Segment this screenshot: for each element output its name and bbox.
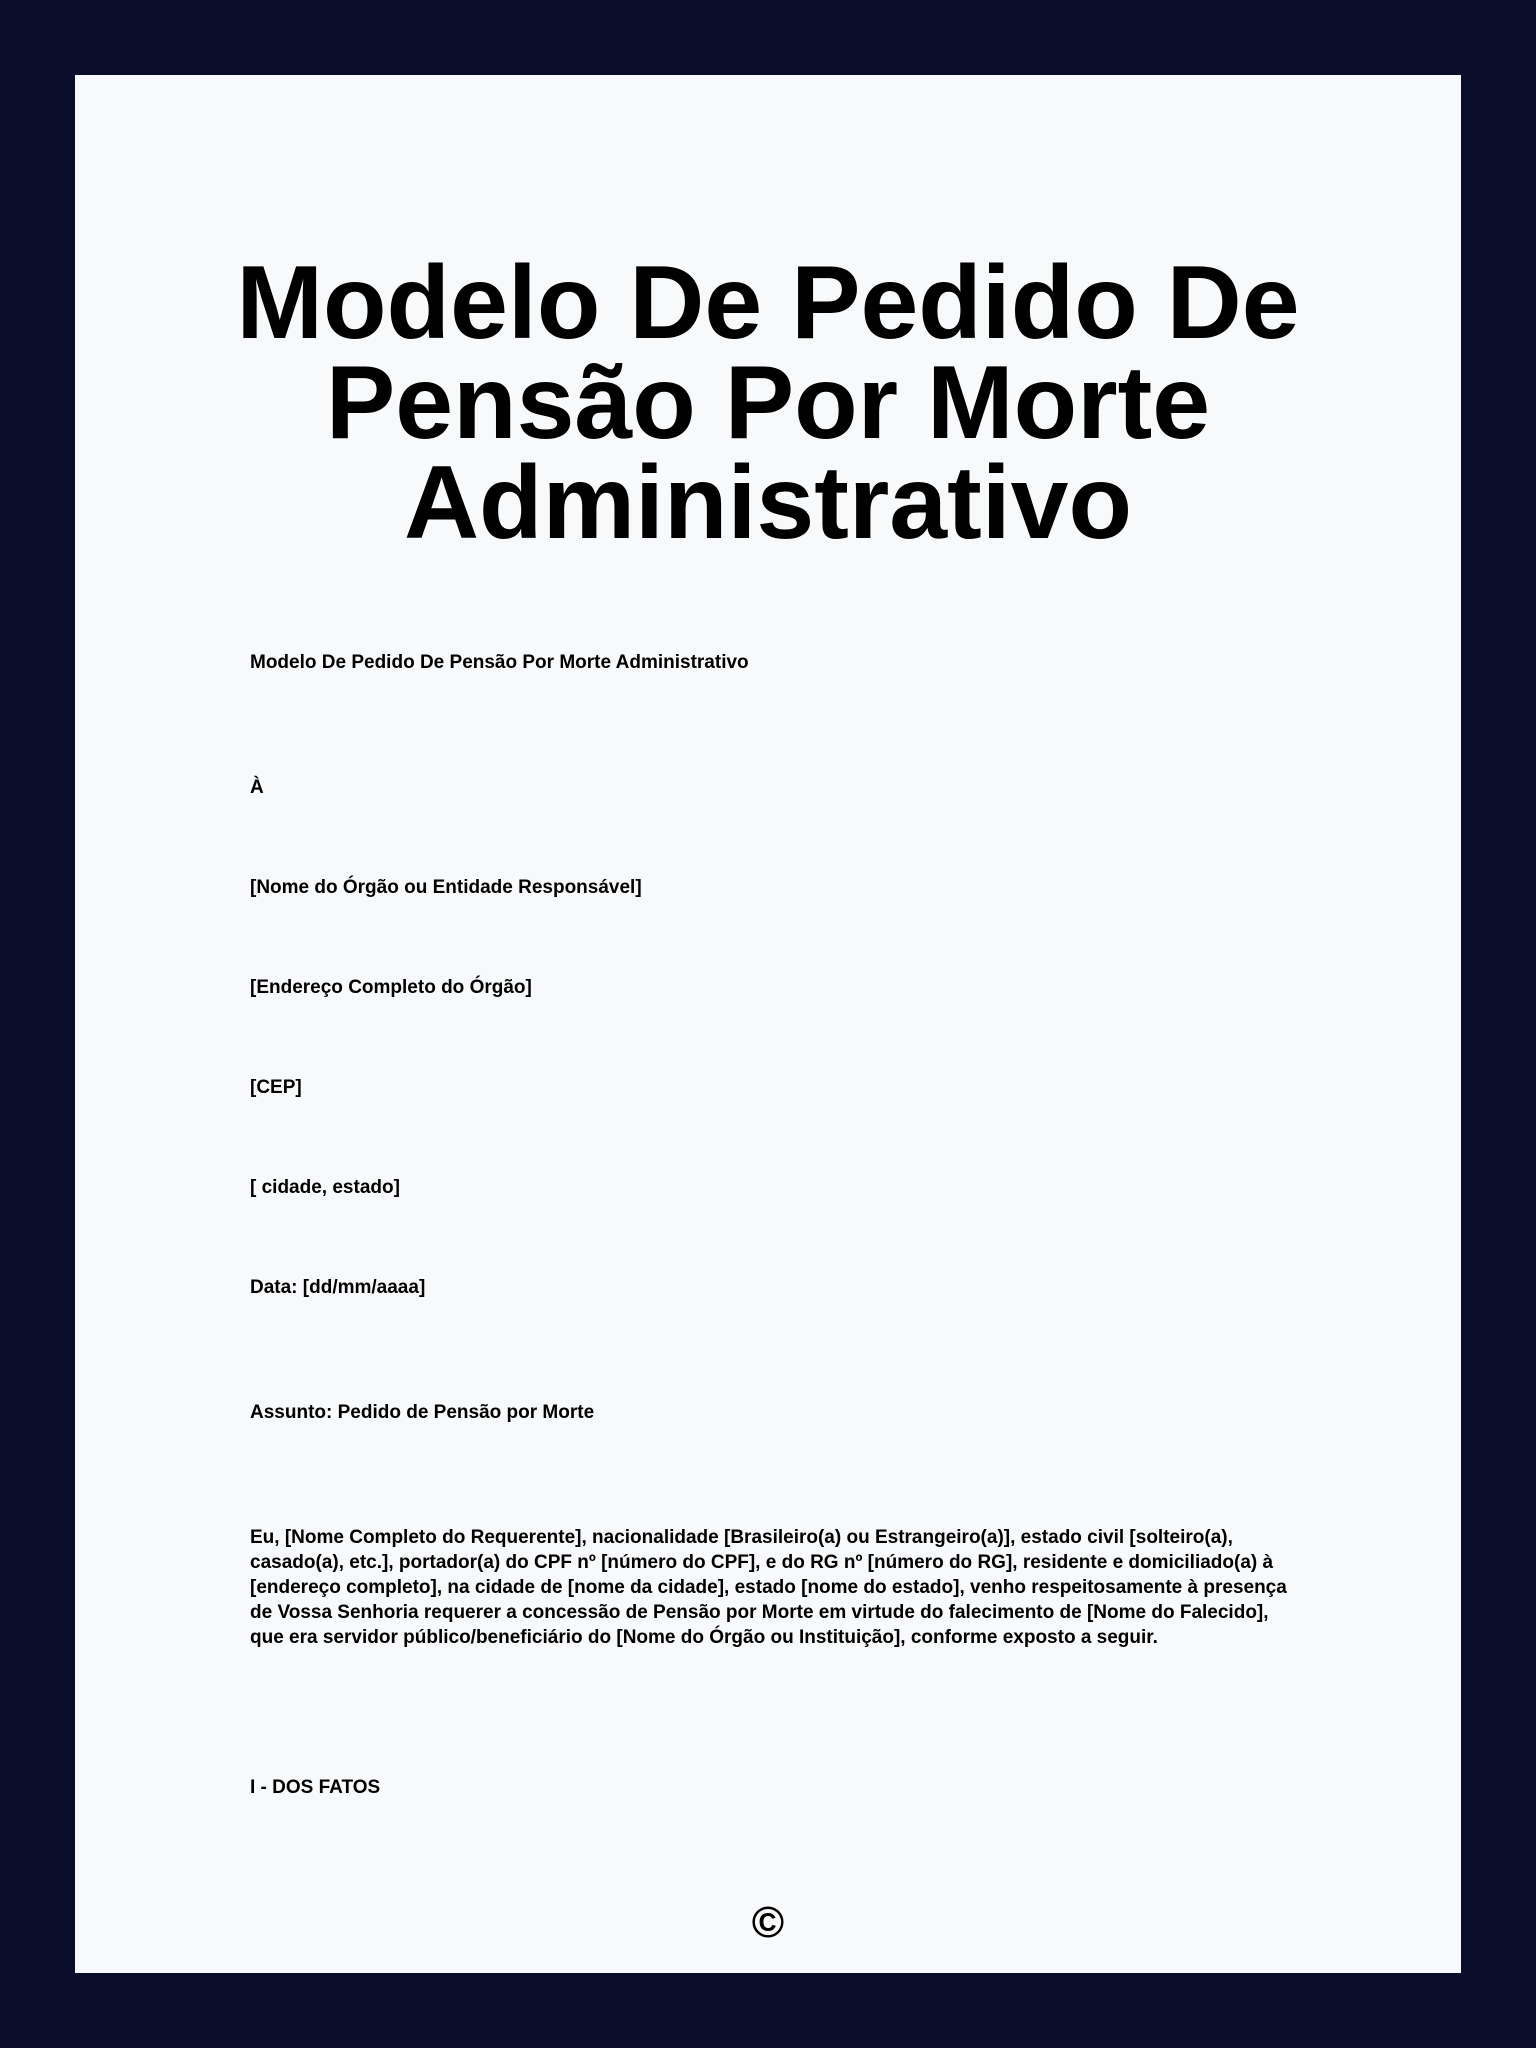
- cep-field: [CEP]: [250, 1077, 302, 1098]
- body-paragraph: Eu, [Nome Completo do Requerente], nacionalidade [Brasileiro(a) ou Estrangeiro(a)], estado civil [solteiro(a), casado(a), etc.], portador(a) do CPF nº [número do CPF], e do RG nº [número do RG], residente e domiciliado(a) à [endereço completo], na cidade de [nome da cidade], estado [nome do estado], venho respeitosamente à presença de Vossa Senhoria requerer a concessão de Pensão por Morte em virtude do falecimento de [Nome do Falecido], que era servidor público/beneficiário do [Nome do Órgão ou Instituição], conforme exposto a seguir.: [250, 1527, 1287, 1648]
- date-field: Data: [dd/mm/aaaa]: [250, 1277, 426, 1298]
- document-title: Modelo De Pedido De Pensão Por Morte Administrativo: [236, 245, 1300, 561]
- copyright-icon: ©: [751, 1898, 785, 1947]
- subject-line: Assunto: Pedido de Pensão por Morte: [250, 1402, 595, 1423]
- recipient-prefix: À: [250, 777, 264, 798]
- section-heading: I - DOS FATOS: [250, 1777, 381, 1798]
- organ-name: [Nome do Órgão ou Entidade Responsável]: [250, 877, 642, 898]
- document-page: [75, 75, 1461, 1973]
- organ-address: [Endereço Completo do Órgão]: [250, 977, 532, 998]
- city-state-field: [ cidade, estado]: [250, 1177, 400, 1198]
- document-subtitle: Modelo De Pedido De Pensão Por Morte Administrativo: [250, 652, 749, 673]
